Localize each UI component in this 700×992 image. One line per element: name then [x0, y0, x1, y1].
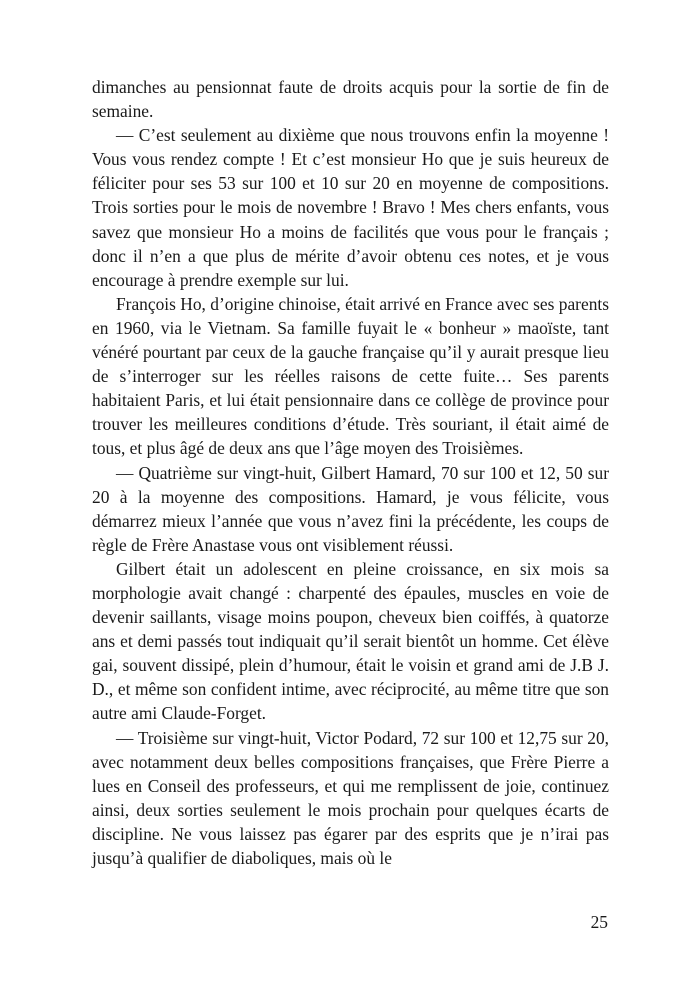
paragraph-dialogue-hamard: — Quatrième sur vingt-huit, Gilbert Hamard, 70 sur 100 et 12, 50 sur 20 à la moyenne des compositions. Hamard, je vous félicite, vous démarrez mieux l’année que vous n’avez fini la précédente, les coups de règle de Frère Anastase vous ont visiblement réussi.	[92, 462, 609, 555]
paragraph-gilbert: Gilbert était un adolescent en pleine croissance, en six mois sa morphologie avait changé : charpenté des épaules, muscles en voie de devenir saillants, visage moins poupon, cheveux bien coiffés, à quatorze ans et demi passés tout indiquait qu’il serait bientôt un homme. Cet élève gai, souvent dissipé, plein d’humour, était le voisin et grand ami de J.B J. D., et même son confident intime, avec réciprocité, au même titre que son autre ami Claude-Forget.	[92, 558, 609, 724]
paragraph-francois-ho: François Ho, d’origine chinoise, était arrivé en France avec ses parents en 1960, via le Vietnam. Sa famille fuyait le « bonheur » maoïste, tant vénéré pourtant par ceux de la gauche française qu’il y aurait presque lieu de s’interroger sur les réelles raisons de cette fuite… Ses parents habitaient Paris, et lui était pensionnaire dans ce collège de province pour trouver les meilleures conditions d’étude. Très souriant, il était aimé de tous, et plus âgé de deux ans que l’âge moyen des Troisièmes.	[92, 293, 609, 459]
page-number: 25	[590, 912, 608, 932]
paragraph-continuation: dimanches au pensionnat faute de droits acquis pour la sortie de fin de semaine.	[92, 77, 609, 122]
paragraph-dialogue-podard: — Troisième sur vingt-huit, Victor Podard, 72 sur 100 et 12,75 sur 20, avec notamment deux belles compositions françaises, que Frère Pierre a lues en Conseil des professeurs, et qui me remplissent de joie, continuez ainsi, deux sorties seulement le mois prochain pour quelques écarts de discipline. Ne vous laissez pas égarer par des esprits que je n’irai pas jusqu’à qualifier de diaboliques, mais où le	[92, 727, 609, 868]
page-body-text	[92, 75, 609, 870]
paragraph-dialogue-ho: — C’est seulement au dixième que nous trouvons enfin la moyenne ! Vous vous rendez compte ! Et c’est monsieur Ho que je suis heureux de féliciter pour ses 53 sur 100 et 10 sur 20 en moyenne de compositions. Trois sorties pour le mois de novembre ! Bravo ! Mes chers enfants, vous savez que monsieur Ho a moins de facilités que vous pour le français ; donc il n’en a que plus de mérite d’avoir obtenu ces notes, et je vous encourage à prendre exemple sur lui.	[92, 125, 609, 290]
